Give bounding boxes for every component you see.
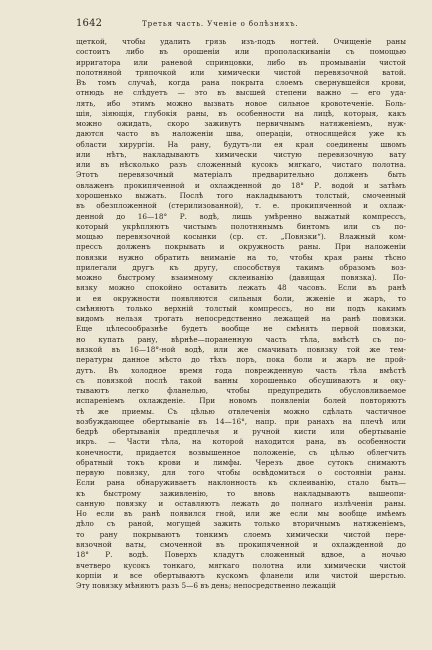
text-line: который укрѣпляютъ чистымъ полотнянымъ бинтомъ или съ по- [76, 221, 406, 231]
text-line: шія, зiяющія, глубокія раны, въ особенности на лицѣ, которыя, какъ [76, 108, 406, 118]
text-line: отнюдь не слѣдуетъ — это въ высшей степени важно — его уда- [76, 88, 406, 98]
text-line: денной до 16—18° Р. водѣ, лишь умѣренно выжатый компрессъ, [76, 211, 406, 221]
text-line: состоитъ либо въ орошенiи или прополаскиванiи съ помощью [76, 47, 406, 57]
text-line: Но если въ ранѣ появился гной, или же если мы вообще имѣемъ [76, 509, 406, 519]
text-line: Еще цѣлесообразнѣе будетъ вообще не смѣнять первой повязки, [76, 324, 406, 334]
text-line: видомъ нельзя трогать непосредственно лежащей на ранѣ повязки. [76, 314, 406, 324]
text-line: щеткой, чтобы удалить грязь изъ-подъ ногтей. Очищенiе раны [76, 37, 406, 46]
text-line: съ повязкой послѣ такой ванны хорошенько обсушиваютъ и оку- [76, 375, 406, 385]
text-line: тѣ же приемы. Съ цѣлью отвлеченія можно сдѣлать частичное [76, 406, 406, 416]
text-line: вязкой въ 16—18°-ной водѣ, или же смачивать повязку той же тем- [76, 344, 406, 354]
text-line: тываютъ легко фланелью, чтобы предупредить обусловливаемое [76, 386, 406, 396]
body-text [76, 37, 406, 591]
text-line: испаренiемъ охлажденiе. При новомъ появленiи болей повторяютъ [76, 396, 406, 406]
text-line: пературы данное мѣсто до тѣхъ поръ, пока боли и жаръ не прой- [76, 355, 406, 365]
text-line: полотняной тряпочкой или химически чистой перевязочной ватой. [76, 67, 406, 77]
text-line: прилегали другъ къ другу, способствуя такимъ образомъ воз- [76, 262, 406, 272]
text-line: лять, ибо этимъ можно вызвать новое сильное кровотеченiе. Боль- [76, 98, 406, 108]
text-line: смѣняютъ только верхнiй толстый компрессъ, но ни подъ какимъ [76, 303, 406, 313]
text-line: то рану покрываютъ тонкимъ слоемъ химически чистой пере- [76, 529, 406, 539]
page-number: 1642 [76, 18, 103, 29]
text-line: къ быстрому заживленiю, то вновь накладываютъ вышеопи- [76, 488, 406, 498]
text-line: Если рана обнаруживаетъ наклонность къ склеиванiю, стало быть— [76, 478, 406, 488]
page-header [76, 18, 406, 34]
text-line: санную повязку и оставляютъ лежать до полнаго излѣченія раны. [76, 498, 406, 508]
text-line: Этотъ перевязочный матеріалъ предварительно долженъ быть [76, 170, 406, 180]
text-line: возбуждающее обертыванiе въ 14—16°, напр. при ранахъ на плечѣ или [76, 416, 406, 426]
text-line: въ обезпложенной (стерилизованной), т. е. прокипяченной и охлаж- [76, 201, 406, 211]
text-line: можно ожидать, скоро заживутъ первичнымъ натяженіемъ, нуж- [76, 119, 406, 129]
text-line: ирригатора или раневой спринцовки, либо въ промываніи чистой [76, 57, 406, 67]
text-line: 18° Р. водѣ. Поверхъ кладутъ сложенный вдвое, а ночью [76, 550, 406, 560]
text-line: икръ. — Части тѣла, на которой находится рана, въ особенности [76, 437, 406, 447]
text-line: прессъ долженъ покрывать и окружность раны. При наложенiи [76, 242, 406, 252]
text-line: первую повязку, для того чтобы освѣдомиться о состоянiи раны. [76, 468, 406, 478]
text-line: Въ томъ случаѣ, когда рана покрыта слоемъ свернувшейся крови, [76, 78, 406, 88]
text-line: даются часто въ наложеніи шва, операціи, относящейся уже къ [76, 129, 406, 139]
text-line: вчетверо кусокъ тонкаго, мягкаго полотна или химически чистой [76, 560, 406, 570]
text-line: дѣло съ раной, могущей зажить только вторичнымъ натяженiемъ, [76, 519, 406, 529]
text-line: и ея окружности появляются сильныя боли, жженiе и жаръ, то [76, 293, 406, 303]
running-head: Третья часть. Ученiе о болѣзняхъ. [142, 19, 299, 28]
text-line: конечности, придается возвышенное положенiе, съ цѣлью облегчить [76, 447, 406, 457]
text-line: можно быстрому взаимному склеиванiю (давящая повязка). По- [76, 273, 406, 283]
text-line: или нѣтъ, накладываютъ химически чистую перевязочную вату [76, 149, 406, 159]
text-line: хорошенько выжать. Послѣ того накладываютъ толстый, смоченный [76, 190, 406, 200]
text-line: мощью перевязочной косынки (ср. ст. „Повязки“). Влажный ком- [76, 232, 406, 242]
text-line: области хирургіи. На рану, будутъ-ли ея края соединены швомъ [76, 139, 406, 149]
text-line: корпіи и все обертываютъ кускомъ фланели или чистой шерстью. [76, 570, 406, 580]
text-line: или въ нѣсколько разъ сложенный кусокъ мягкаго, чистаго полотна. [76, 160, 406, 170]
text-line: Эту повязку мѣняютъ разъ 5—6 въ день; непосредственно лежащій [76, 581, 336, 591]
text-line: обратный токъ крови и лимфы. Черезъ двое сутокъ снимаютъ [76, 457, 406, 467]
text-line: вязочной ваты, смоченной въ прокипяченной и охлажденной до [76, 540, 406, 550]
text-line: дутъ. Въ холодное время года поврежденную часть тѣла вмѣстѣ [76, 365, 406, 375]
text-line: повязки нужно обратить вниманiе на то, чтобы края раны тѣсно [76, 252, 406, 262]
text-line: вязку можно спокойно оставить лежать 48 часовъ. Если въ ранѣ [76, 283, 406, 293]
text-line: но купать рану, вѣрнѣе—пораненную часть тѣла, вмѣстѣ съ по- [76, 334, 406, 344]
text-line: бедрѣ обертыванiя предплечья и ручной кисти или обертыванiе [76, 427, 406, 437]
text-line: овлаженъ прокипяченной и охлажденной до 18° Р. водой и затѣмъ [76, 180, 406, 190]
